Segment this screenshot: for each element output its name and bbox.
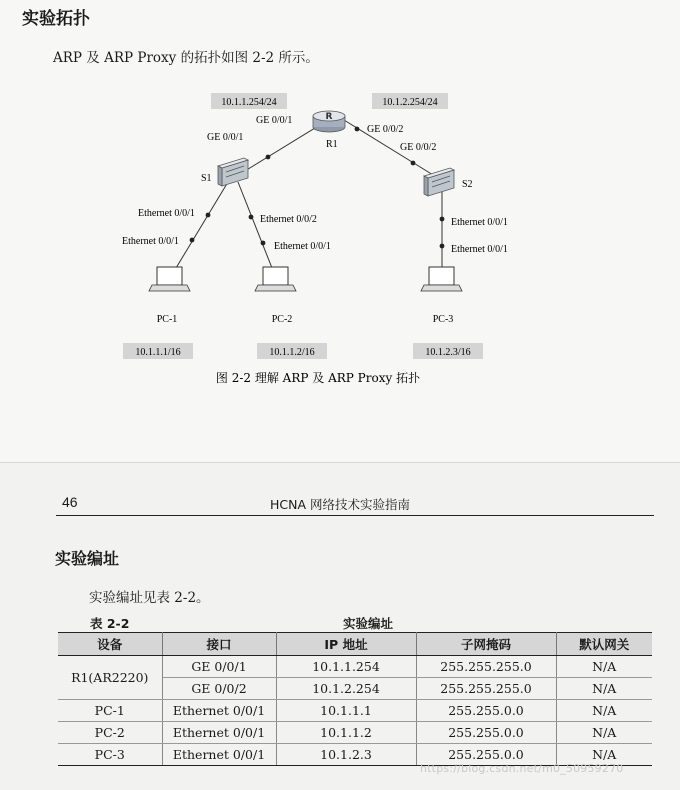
cell-device: R1(AR2220) [58, 656, 162, 700]
pc-2-ip: 10.1.1.2/16 [269, 347, 315, 358]
port-dot [440, 244, 445, 249]
port-dot [206, 213, 211, 218]
cell-device: PC-2 [58, 722, 162, 744]
router-icon [313, 111, 345, 132]
cell-gateway: N/A [556, 656, 652, 678]
table-row [58, 722, 652, 744]
col-header-ip: IP 地址 [276, 633, 416, 656]
header-rule [56, 515, 654, 516]
r1-left-ip: 10.1.1.254/24 [221, 97, 277, 108]
pc3-port: Ethernet 0/0/1 [451, 244, 508, 255]
col-header-interface: 接口 [162, 633, 276, 656]
r1-port-right: GE 0/0/2 [367, 124, 404, 135]
table-row [58, 656, 652, 678]
r1-port-left: GE 0/0/1 [256, 115, 293, 126]
router-glyph: R [325, 112, 333, 122]
cell-ip: 10.1.2.254 [276, 678, 416, 700]
intro-text: ARP 及 ARP Proxy 的拓扑如图 2-2 所示。 [53, 50, 319, 66]
pc-1-name: PC-1 [156, 314, 178, 325]
book-title: HCNA 网络技术实验指南 [269, 497, 410, 512]
pc-3-ip: 10.1.2.3/16 [425, 347, 471, 358]
cell-device: PC-3 [58, 744, 162, 766]
col-header-device: 设备 [58, 633, 162, 656]
cell-mask: 255.255.255.0 [416, 656, 556, 678]
cell-gateway: N/A [556, 722, 652, 744]
pc-3-icon [421, 267, 462, 291]
table-number: 表 2-2 [90, 616, 130, 631]
cell-ip: 10.1.1.2 [276, 722, 416, 744]
cell-mask: 255.255.0.0 [416, 744, 556, 766]
section-text: 实验编址见表 2-2。 [89, 590, 210, 606]
pc1-port: Ethernet 0/0/1 [122, 236, 179, 247]
topology-diagram [0, 80, 680, 400]
switch-icon [218, 158, 248, 186]
port-dot [249, 215, 254, 220]
pc2-port: Ethernet 0/0/1 [274, 241, 331, 252]
pc-1-icon [149, 267, 190, 291]
port-dot [355, 127, 360, 132]
pc-2-icon [255, 267, 296, 291]
cell-interface: GE 0/0/2 [162, 678, 276, 700]
router-name: R1 [326, 139, 338, 150]
port-dot [266, 155, 271, 160]
s1-port-to-pc1: Ethernet 0/0/1 [138, 208, 195, 219]
s1-uplink-port: GE 0/0/1 [207, 132, 244, 143]
cell-mask: 255.255.255.0 [416, 678, 556, 700]
cell-interface: GE 0/0/1 [162, 656, 276, 678]
pc-3-name: PC-3 [432, 314, 454, 325]
figure-caption: 图 2-2 理解 ARP 及 ARP Proxy 拓扑 [215, 371, 421, 385]
cell-interface: Ethernet 0/0/1 [162, 722, 276, 744]
section-heading: 实验编址 [55, 549, 120, 568]
switch-s1-label: S1 [201, 173, 212, 184]
cell-mask: 255.255.0.0 [416, 722, 556, 744]
addressing-table [58, 632, 652, 766]
col-header-mask: 子网掩码 [416, 633, 556, 656]
topology-heading: 实验拓扑 [22, 9, 90, 29]
watermark: https://blog.csdn.net/m0_50959270 [420, 762, 624, 775]
port-dot [440, 217, 445, 222]
pc-1-ip: 10.1.1.1/16 [135, 347, 181, 358]
link-s1-pc2 [238, 182, 272, 268]
switch-s2-label: S2 [462, 179, 473, 190]
s1-port-to-pc2: Ethernet 0/0/2 [260, 214, 317, 225]
cell-ip: 10.1.1.1 [276, 700, 416, 722]
link-s1-pc1 [176, 182, 228, 268]
cell-gateway: N/A [556, 744, 652, 766]
cell-gateway: N/A [556, 700, 652, 722]
cell-ip: 10.1.2.3 [276, 744, 416, 766]
table-title: 实验编址 [343, 616, 394, 631]
s2-uplink-port: GE 0/0/2 [400, 142, 437, 153]
cell-gateway: N/A [556, 678, 652, 700]
cell-device: PC-1 [58, 700, 162, 722]
port-dot [261, 241, 266, 246]
table-header-row [58, 633, 652, 656]
port-dot [190, 238, 195, 243]
pc-2-name: PC-2 [271, 314, 293, 325]
r1-right-ip: 10.1.2.254/24 [382, 97, 438, 108]
cell-interface: Ethernet 0/0/1 [162, 744, 276, 766]
cell-interface: Ethernet 0/0/1 [162, 700, 276, 722]
col-header-gateway: 默认网关 [556, 633, 652, 656]
s2-port-to-pc3: Ethernet 0/0/1 [451, 217, 508, 228]
table-row [58, 700, 652, 722]
cell-mask: 255.255.0.0 [416, 700, 556, 722]
port-dot [411, 161, 416, 166]
page-number: 46 [62, 494, 78, 510]
cell-ip: 10.1.1.254 [276, 656, 416, 678]
